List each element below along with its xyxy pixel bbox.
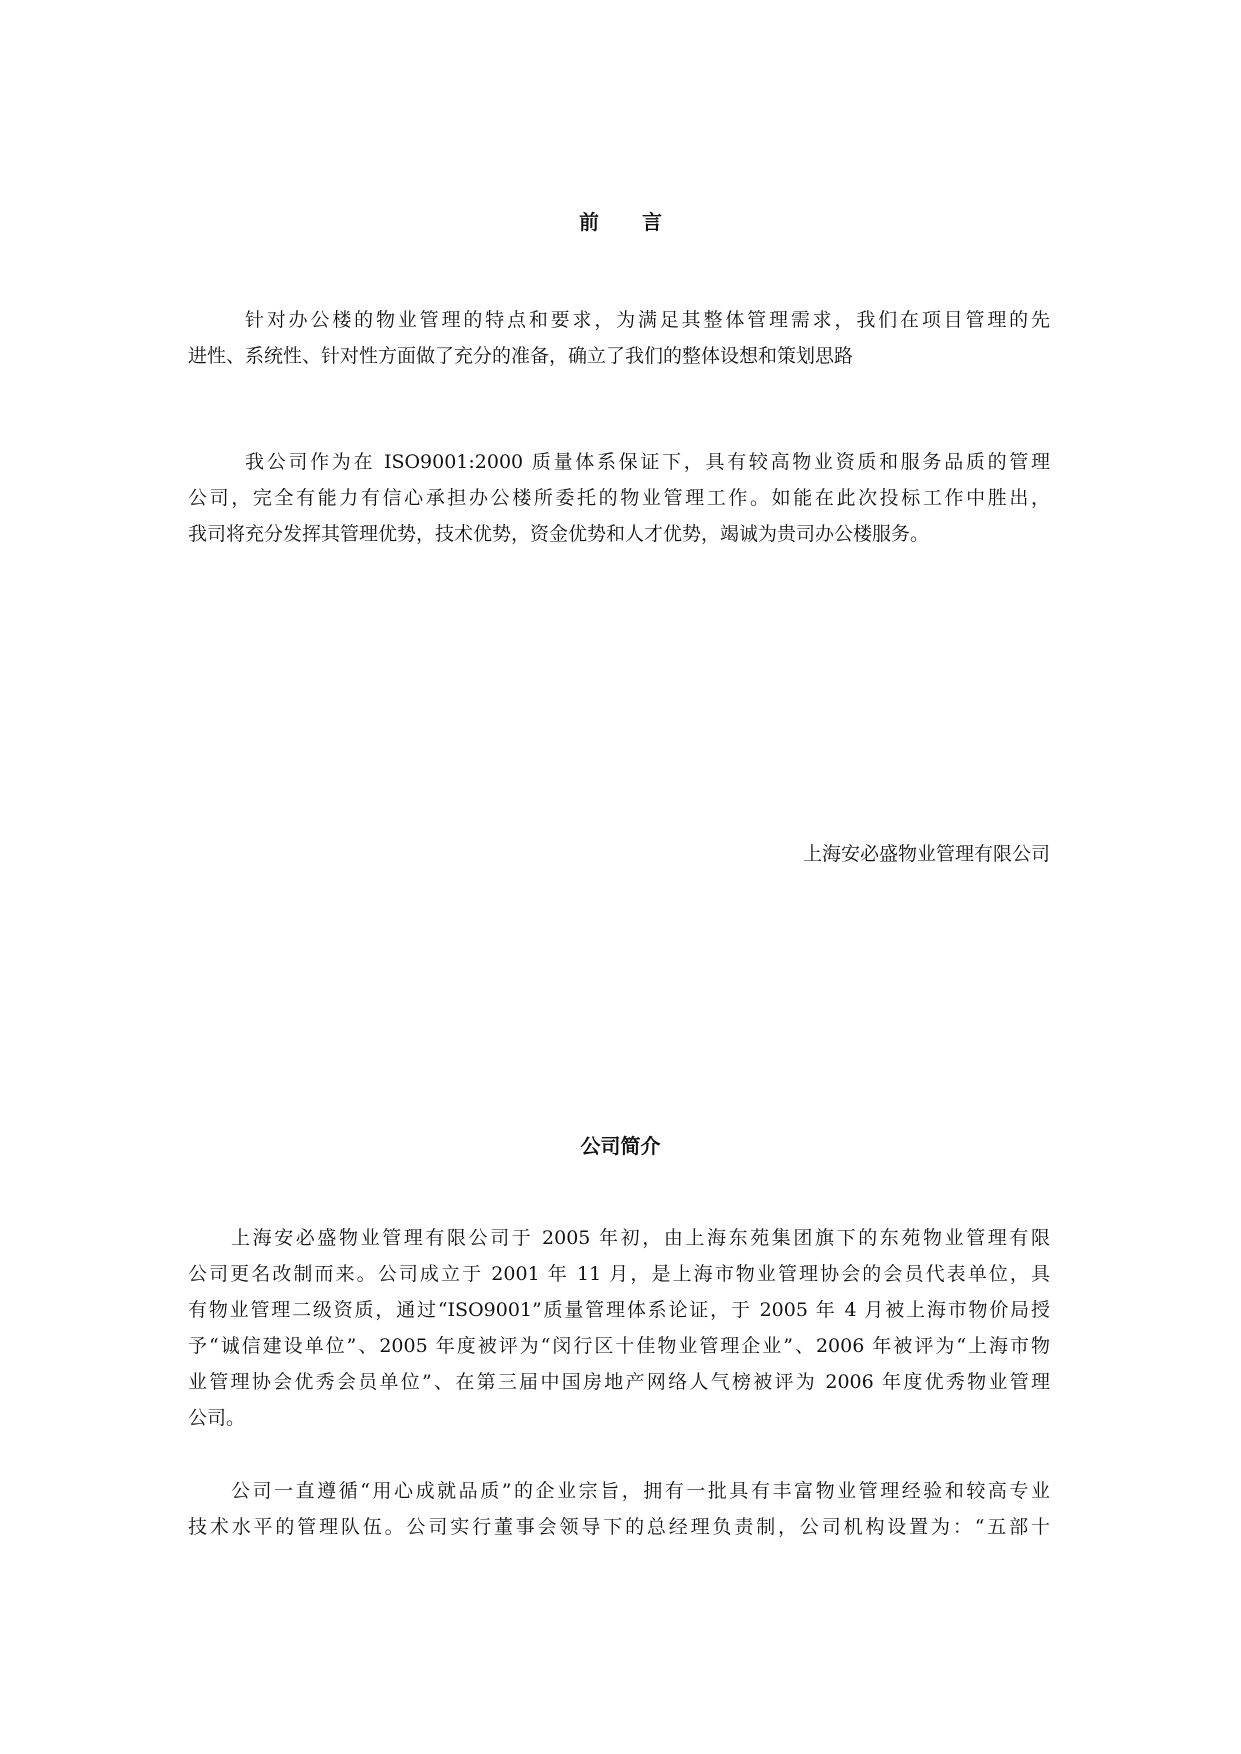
- preface-paragraph-1: [188, 302, 1050, 374]
- text-line: 有物业管理二级资质，通过“ISO9001”质量管理体系论证，于 2005 年 4 月被上海市物价局授: [188, 1299, 1050, 1321]
- text-line: 上海安必盛物业管理有限公司于 2005 年初，由上海东苑集团旗下的东苑物业管理有限: [231, 1227, 1050, 1249]
- text-line: 我公司作为在 ISO9001:2000 质量体系保证下，具有较高物业资质和服务品质的管理: [245, 451, 1050, 473]
- intro-paragraph-1: [188, 1220, 1050, 1436]
- company-signature: 上海安必盛物业管理有限公司: [802, 843, 1050, 865]
- text-line: 公司，完全有能力有信心承担办公楼所委托的物业管理工作。如能在此次投标工作中胜出，: [188, 487, 1050, 509]
- company-intro-title: 公司简介: [580, 1134, 661, 1158]
- text-line: 公司。: [188, 1407, 246, 1429]
- preface-paragraph-2: [188, 444, 1050, 552]
- preface-title: 前 言: [579, 210, 680, 234]
- text-line: 我司将充分发挥其管理优势，技术优势，资金优势和人才优势，竭诚为贵司办公楼服务。: [188, 523, 930, 545]
- text-line: 进性、系统性、针对性方面做了充分的准备，确立了我们的整体设想和策划思路: [188, 345, 854, 367]
- intro-paragraph-2: [188, 1473, 1050, 1545]
- text-line: 公司更名改制而来。公司成立于 2001 年 11 月，是上海市物业管理协会的会员代表单位，具: [188, 1263, 1050, 1285]
- text-line: 公司一直遵循“用心成就品质”的企业宗旨，拥有一批具有丰富物业管理经验和较高专业: [231, 1480, 1050, 1502]
- text-line: 予“诚信建设单位”、2005 年度被评为“闵行区十佳物业管理企业”、2006 年被评为“上海市物: [188, 1335, 1050, 1357]
- text-line: 针对办公楼的物业管理的特点和要求，为满足其整体管理需求，我们在项目管理的先: [245, 309, 1050, 331]
- text-line: 业管理协会优秀会员单位”、在第三届中国房地产网络人气榜被评为 2006 年度优秀物业管理: [188, 1371, 1050, 1393]
- text-line: 技术水平的管理队伍。公司实行董事会领导下的总经理负责制，公司机构设置为：“五部十: [188, 1516, 1050, 1538]
